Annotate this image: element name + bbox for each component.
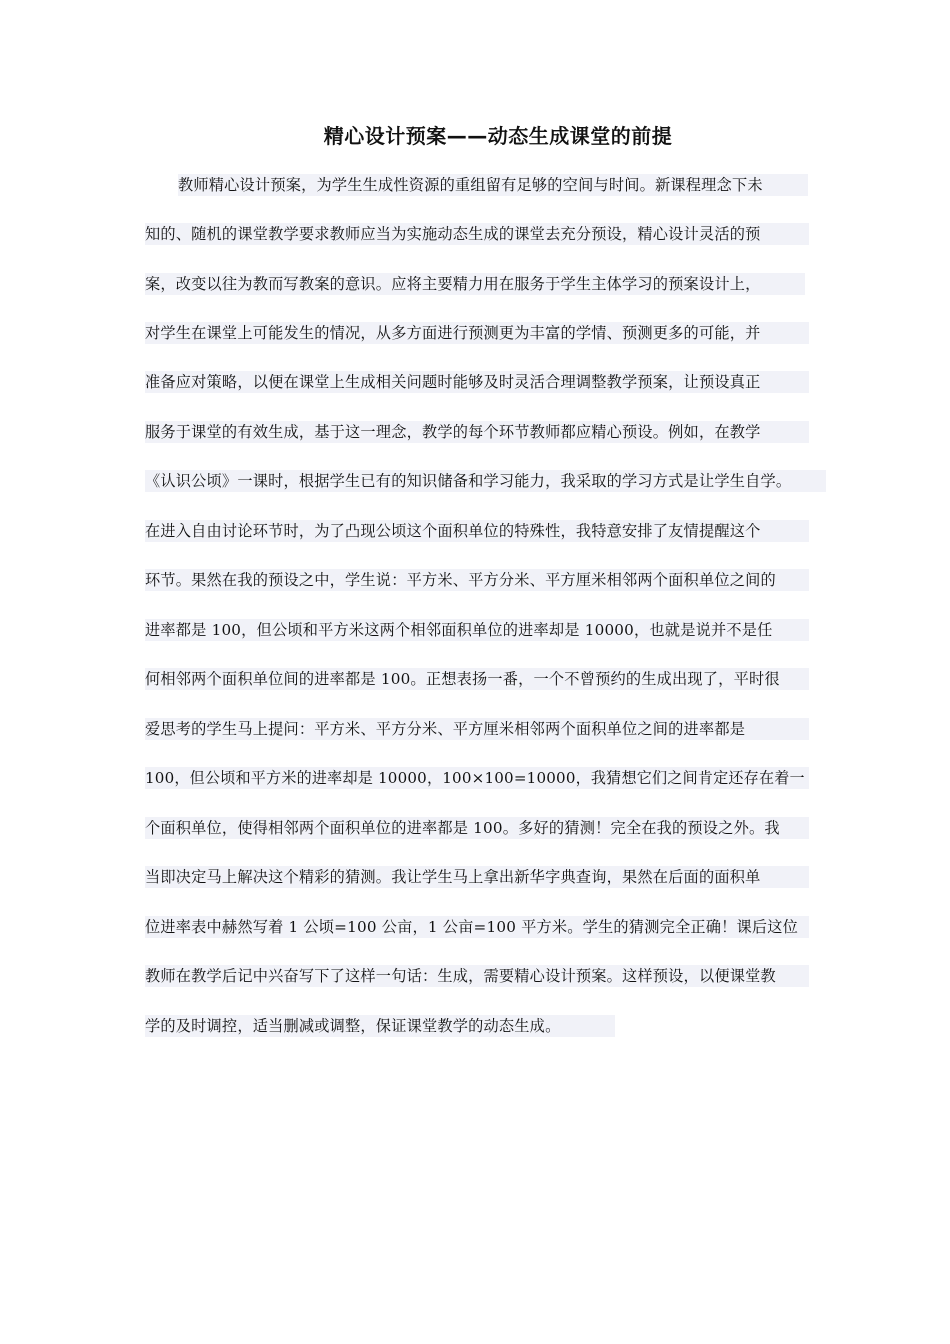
paragraph-line: 教师精心设计预案，为学生生成性资源的重组留有足够的空间与时间。新课程理念下未 (178, 174, 808, 196)
paragraph-line: 位进率表中赫然写着 1 公顷=100 公亩，1 公亩=100 平方米。学生的猜测完全正确！课后这位 (145, 916, 809, 938)
paragraph-line: 准备应对策略，以便在课堂上生成相关问题时能够及时灵活合理调整教学预案，让预设真正 (145, 371, 809, 393)
paragraph-line: 个面积单位，使得相邻两个面积单位的进率都是 100。多好的猜测！完全在我的预设之外。我 (145, 817, 809, 839)
document-title: 精心设计预案——动态生成课堂的前提 (323, 124, 673, 148)
paragraph-line: 环节。果然在我的预设之中，学生说：平方米、平方分米、平方厘米相邻两个面积单位之间的 (145, 569, 809, 591)
paragraph-line: 服务于课堂的有效生成，基于这一理念，教学的每个环节教师都应精心预设。例如，在教学 (145, 421, 809, 443)
paragraph-line: 爱思考的学生马上提问：平方米、平方分米、平方厘米相邻两个面积单位之间的进率都是 (145, 718, 809, 740)
paragraph-line: 对学生在课堂上可能发生的情况，从多方面进行预测更为丰富的学情、预测更多的可能，并 (145, 322, 809, 344)
paragraph-line: 何相邻两个面积单位间的进率都是 100。正想表扬一番，一个不曾预约的生成出现了，平时很 (145, 668, 809, 690)
paragraph-line: 《认识公顷》一课时，根据学生已有的知识储备和学习能力，我采取的学习方式是让学生自学。 (145, 470, 826, 492)
paragraph-line: 教师在教学后记中兴奋写下了这样一句话：生成，需要精心设计预案。这样预设，以便课堂教 (145, 965, 809, 987)
paragraph-line: 当即决定马上解决这个精彩的猜测。我让学生马上拿出新华字典查询，果然在后面的面积单 (145, 866, 809, 888)
paragraph-line: 学的及时调控，适当删减或调整，保证课堂教学的动态生成。 (145, 1015, 615, 1037)
paragraph-line: 100，但公顷和平方米的进率却是 10000，100×100=10000，我猜想它们之间肯定还存在着一 (145, 767, 809, 789)
paragraph-line: 进率都是 100，但公顷和平方米这两个相邻面积单位的进率却是 10000，也就是说并不是任 (145, 619, 809, 641)
paragraph-line: 案，改变以往为教而写教案的意识。应将主要精力用在服务于学生主体学习的预案设计上， (145, 273, 805, 295)
paragraph-line: 在进入自由讨论环节时，为了凸现公顷这个面积单位的特殊性，我特意安排了友情提醒这个 (145, 520, 809, 542)
paragraph-line: 知的、随机的课堂教学要求教师应当为实施动态生成的课堂去充分预设，精心设计灵活的预 (145, 223, 809, 245)
